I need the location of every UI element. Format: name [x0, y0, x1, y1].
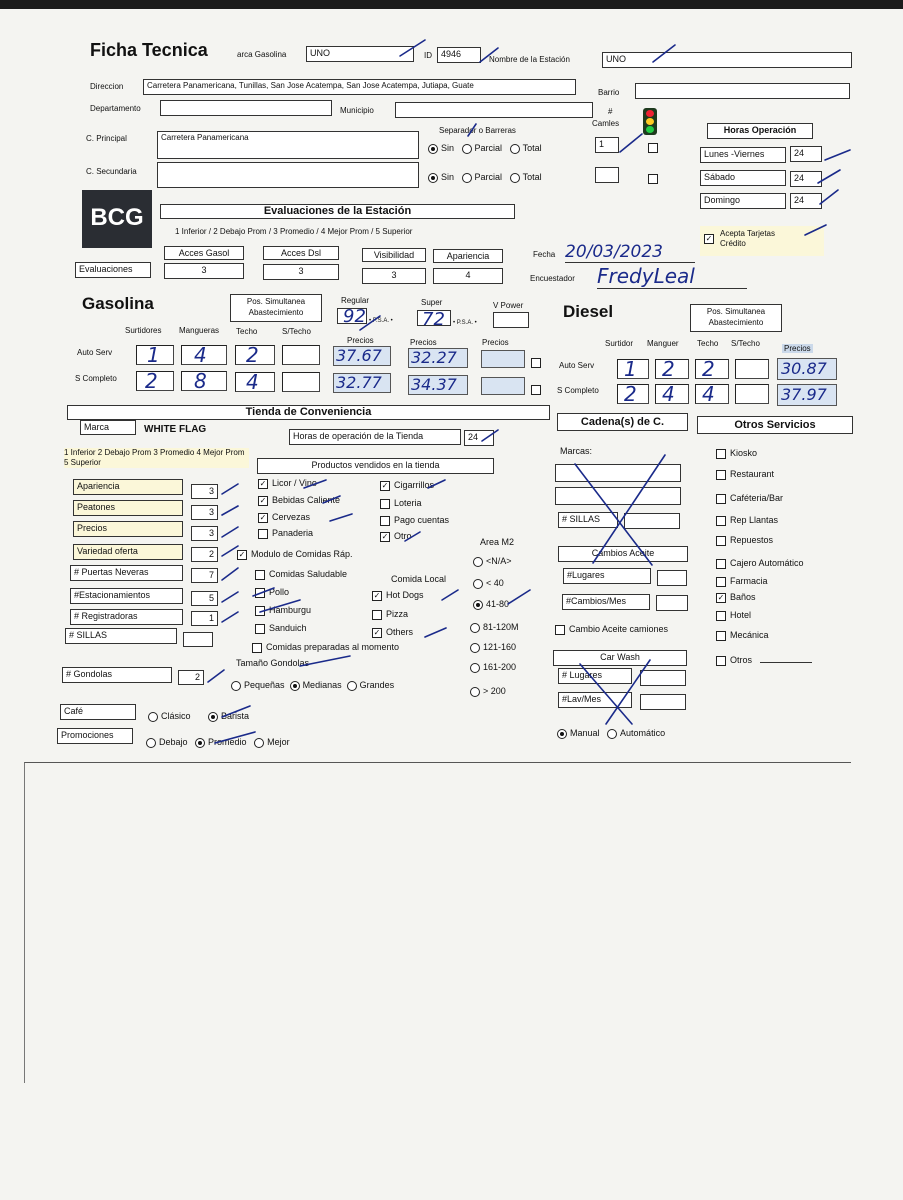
opt-sin-2: Sin	[441, 172, 455, 182]
super-psa: • P.S.A. •	[453, 320, 477, 326]
eval-acces-gasol-value[interactable]: 3	[164, 263, 244, 279]
opt-medianas: Medianas	[302, 680, 342, 690]
mark-cross1	[575, 464, 652, 565]
tarjetas-label: Acepta Tarjetas Crédito	[720, 229, 775, 248]
tienda-marca-label: Marca	[80, 420, 136, 435]
bcg-logo: BCG	[82, 190, 152, 248]
mark-separador	[468, 124, 476, 136]
mark-cigarros	[428, 480, 445, 488]
comidas-preparadas[interactable]: Comidas preparadas al momento	[252, 642, 399, 653]
otros-otros[interactable]: Otros	[716, 655, 812, 666]
otros-kiosko[interactable]: Kiosko	[716, 448, 757, 459]
producto-loteria[interactable]: Loteria	[380, 498, 422, 509]
horas-sabado-label: Sábado	[700, 170, 786, 186]
producto-otro[interactable]: ✓ Otro	[381, 531, 412, 541]
gas-scompleto-techo[interactable]: 4	[235, 372, 275, 392]
separador-label: Separador o Barreras	[439, 126, 516, 135]
comida-pizza[interactable]: Pizza	[372, 609, 408, 620]
fecha-label: Fecha	[533, 250, 556, 259]
area-41-80[interactable]: 41-80	[473, 599, 509, 610]
mark-r2	[222, 506, 238, 515]
gas-row-autoserv-label: Auto Serv	[77, 348, 113, 357]
mark-hamburgu	[260, 600, 300, 612]
eval-apariencia-value[interactable]: 4	[433, 268, 503, 284]
otros-cafeteria[interactable]: Caféteria/Bar	[716, 493, 783, 504]
super-hand: 72	[422, 309, 445, 330]
rating-apariencia-value[interactable]: 3	[191, 484, 218, 499]
producto-bebidas[interactable]: ✓ Bebidas Caliente	[259, 495, 341, 505]
rating-estacionamientos-value[interactable]: 5	[191, 591, 218, 606]
gasolina-pos-label: Pos. Simultanea Abastecimiento	[230, 294, 322, 322]
diesel-col-techo: Techo	[697, 339, 719, 348]
cadena-sillas-label: # SILLAS	[558, 512, 618, 528]
horas-domingo-value[interactable]: 24	[790, 193, 822, 209]
diesel-autoserv-techo[interactable]: 2	[695, 359, 729, 379]
diesel-col-surtidor: Surtidor	[605, 339, 634, 348]
rating-peatones-value[interactable]: 3	[191, 505, 218, 520]
cprincipal-label: C. Principal	[86, 134, 127, 143]
area-121-160[interactable]: 121-160	[470, 642, 516, 653]
horas-sabado-value[interactable]: 24	[790, 171, 822, 187]
super-label: Super	[421, 298, 443, 307]
gas-col-techo: Techo	[236, 327, 258, 336]
producto-pago-cuentas[interactable]: Pago cuentas	[380, 515, 449, 526]
mark-promedio	[215, 732, 255, 743]
opt-grandes: Grandes	[359, 680, 395, 690]
gas-autoserv-precio-regular[interactable]: 37.67	[333, 346, 391, 366]
mark-id	[400, 40, 425, 56]
mark-r6	[222, 592, 238, 602]
lav-mes-label: #Lav/Mes	[558, 692, 632, 708]
comida-pollo[interactable]: Pollo	[255, 587, 289, 598]
regular-hand: 92	[343, 306, 366, 327]
gasolina-title: Gasolina	[82, 294, 154, 313]
opt-barista: Barista	[221, 711, 250, 721]
mark-camiones	[620, 134, 642, 152]
diesel-precios: Precios	[784, 344, 811, 353]
gas-autoserv-techo[interactable]: 2	[235, 345, 275, 365]
mark-otro	[405, 532, 420, 541]
rating-sillas-label: # SILLAS	[65, 628, 177, 644]
tamano-label: Tamaño Gondolas	[236, 658, 310, 668]
rating-registradoras-value[interactable]: 1	[191, 611, 218, 626]
gas-scompleto-precio-super[interactable]: 34.37	[408, 375, 468, 395]
marcas-label: Marcas:	[560, 446, 593, 456]
mark-r7	[222, 612, 238, 622]
otros-rep-llantas[interactable]: Rep Llantas	[716, 515, 778, 526]
camiones-label: Camles	[592, 119, 620, 128]
mark-nombre2	[653, 45, 675, 62]
mark-licor	[304, 480, 326, 488]
gas-scompleto-mangueras[interactable]: 8	[181, 371, 227, 391]
comida-local-label: Comida Local	[391, 574, 447, 584]
mark-others	[425, 628, 446, 637]
mark-cross4	[606, 660, 650, 724]
area-label: Area M2	[480, 537, 515, 547]
mark-barista	[222, 706, 250, 717]
productos-title: Productos vendidos en la tienda	[257, 458, 494, 474]
diesel-autoserv-precio[interactable]: 30.87	[777, 358, 837, 380]
opt-parcial-1: Parcial	[474, 143, 503, 153]
opt-sin-1: Sin	[441, 143, 455, 153]
mark-gondolas	[208, 670, 224, 682]
horas-operacion-title: Horas Operación	[707, 123, 813, 139]
comida-hamburgu[interactable]: Hamburgu	[255, 605, 311, 616]
mark-sabado	[818, 170, 840, 183]
rating-apariencia-label: Apariencia	[73, 479, 183, 495]
opt-total-1: Total	[522, 143, 542, 153]
rating-variedad-label: Variedad oferta	[73, 544, 183, 560]
tienda-scale: 1 Inferior 2 Debajo Prom 3 Promedio 4 Mejor Prom 5 Superior	[64, 448, 249, 468]
diesel-scompleto-manguer[interactable]: 4	[655, 384, 689, 404]
cw-lugares-label: # Lugares	[558, 668, 632, 684]
diesel-scompleto-precio[interactable]: 37.97	[777, 384, 837, 406]
producto-licor[interactable]: ✓ Licor / Vino	[259, 478, 317, 488]
mark-hotdogs	[442, 590, 458, 600]
mark-pollo	[253, 588, 274, 596]
promociones-label: Promociones	[57, 728, 133, 744]
otros-repuestos[interactable]: Repuestos	[716, 535, 773, 546]
otros-restaurant[interactable]: Restaurant	[716, 469, 774, 480]
gas-precios-1: Precios	[347, 336, 374, 345]
opt-mejor: Mejor	[267, 737, 290, 747]
id-label: ID	[424, 51, 432, 60]
opt-promedio: Promedio	[208, 737, 247, 747]
rating-estacionamientos-label: #Estacionamientos	[70, 588, 183, 604]
gas-autoserv-surtidores[interactable]: 1	[136, 345, 174, 365]
mark-cervezas	[330, 514, 352, 521]
mark-domingo	[820, 190, 838, 204]
rating-peatones-label: Peatones	[73, 500, 183, 516]
mark-r1	[222, 484, 238, 494]
opt-pequenas: Pequeñas	[244, 680, 285, 690]
area-161-200[interactable]: 161-200	[470, 662, 516, 673]
diesel-col-manguer: Manguer	[647, 339, 679, 348]
cambios-aceite-title: Cambios Aceite	[558, 546, 688, 562]
horas-lunes-label: Lunes -Viernes	[700, 147, 786, 163]
vpower-label: V Power	[493, 301, 524, 310]
diesel-row-autoserv-label: Auto Serv	[559, 361, 595, 370]
otros-cajero[interactable]: Cajero Automático	[716, 558, 804, 569]
evaluaciones-title: Evaluaciones de la Estación	[160, 204, 515, 219]
area-81-120[interactable]: 81-120M	[470, 622, 519, 633]
cambios-mes-label: #Cambios/Mes	[562, 594, 650, 610]
evaluaciones-side-label: Evaluaciones	[75, 262, 151, 278]
area-na[interactable]: <N/A>	[473, 556, 512, 567]
nombre-label: Nombre de la Estación	[489, 55, 570, 64]
diesel-row-scompleto-label: S Completo	[557, 386, 599, 395]
eval-visibilidad-label: Visibilidad	[362, 248, 426, 262]
gas-col-mangueras: Mangueras	[179, 326, 220, 335]
mark-r5	[222, 568, 238, 580]
page-title: Ficha Tecnica	[90, 40, 208, 60]
tienda-title: Tienda de Conveniencia	[67, 405, 550, 420]
gondolas-value[interactable]: 2	[178, 670, 204, 685]
rating-precios-value[interactable]: 3	[191, 526, 218, 541]
cambio-aceite-camiones[interactable]: Cambio Aceite camiones	[555, 624, 668, 635]
rating-puertas-value[interactable]: 7	[191, 568, 218, 583]
cprincipal-field[interactable]: Carretera Panamericana	[157, 131, 419, 159]
eval-acces-dsl-label: Acces Dsl	[263, 246, 339, 260]
mark-lunes	[825, 150, 850, 160]
mark-bebidas	[323, 496, 340, 503]
opt-parcial-2: Parcial	[474, 172, 503, 182]
regular-label: Regular	[341, 296, 370, 305]
mark-nombre	[480, 48, 498, 62]
encuestador-value[interactable]: FredyLeal	[597, 264, 747, 289]
mark-r4	[222, 546, 238, 556]
modulo-comidas[interactable]: ✓ Modulo de Comidas Ráp.	[238, 549, 353, 559]
evaluaciones-scale: 1 Inferior / 2 Debajo Prom / 3 Promedio / 4 Mejor Prom / 5 Superior	[175, 227, 413, 236]
eval-acces-dsl-value[interactable]: 3	[263, 264, 339, 280]
id-field[interactable]: 4946	[437, 47, 481, 63]
eval-acces-gasol-label: Acces Gasol	[164, 246, 244, 260]
producto-cigarrillos[interactable]: ✓ Cigarrillos	[381, 480, 435, 490]
gas-scompleto-surtidores[interactable]: 2	[136, 371, 174, 391]
diesel-pos-label: Pos. Simultanea Abastecimiento	[690, 304, 782, 332]
mark-tamano	[300, 656, 350, 666]
fecha-value[interactable]: 20/03/2023	[565, 242, 695, 263]
diesel-title: Diesel	[563, 302, 614, 321]
otros-mecanica[interactable]: Mecánica	[716, 630, 769, 641]
horas-domingo-label: Domingo	[700, 193, 786, 209]
diesel-scompleto-surtidor[interactable]: 2	[617, 384, 649, 404]
marca-field[interactable]: UNO	[306, 46, 414, 62]
tienda-horas-label: Horas de operación de la Tienda	[289, 429, 461, 445]
gas-row-scompleto-label: S Completo	[75, 374, 117, 383]
mark-regular	[360, 316, 380, 330]
gas-precios-3: Precios	[482, 338, 509, 347]
comida-others[interactable]: ✓ Others	[373, 627, 414, 637]
horas-lunes-value[interactable]: 24	[790, 146, 822, 162]
mark-tarjetas	[805, 225, 826, 235]
gas-autoserv-precio-super[interactable]: 32.27	[408, 348, 468, 368]
cafe-label: Café	[60, 704, 136, 720]
diesel-autoserv-manguer[interactable]: 2	[655, 359, 689, 379]
producto-panaderia[interactable]: Panaderia	[258, 528, 313, 539]
rating-puertas-label: # Puertas Neveras	[70, 565, 183, 581]
eval-visibilidad-value[interactable]: 3	[362, 268, 426, 284]
otros-hotel[interactable]: Hotel	[716, 610, 751, 621]
gas-precios-2: Precios	[410, 338, 437, 347]
cadena-title: Cadena(s) de C.	[557, 413, 688, 431]
otros-farmacia[interactable]: Farmacia	[716, 576, 768, 587]
gas-col-surtidores: Surtidores	[125, 326, 162, 335]
eval-apariencia-label: Apariencia	[433, 249, 503, 263]
opt-manual: Manual	[570, 728, 600, 738]
opt-total-2: Total	[522, 172, 542, 182]
gas-col-stecho: S/Techo	[282, 327, 311, 336]
opt-debajo: Debajo	[159, 737, 188, 747]
carwash-title: Car Wash	[553, 650, 687, 666]
opt-automatico: Automático	[620, 728, 666, 738]
otros-title: Otros Servicios	[697, 416, 853, 434]
area-40[interactable]: < 40	[473, 578, 504, 589]
departamento-label: Departamento	[90, 104, 141, 113]
barrio-label: Barrio	[598, 88, 620, 97]
diesel-autoserv-surtidor[interactable]: 1	[617, 359, 649, 379]
comida-hotdogs[interactable]: ✓ Hot Dogs	[373, 590, 424, 600]
gas-scompleto-precio-regular[interactable]: 32.77	[333, 373, 391, 393]
rating-precios-label: Precios	[73, 521, 183, 537]
gondolas-label: # Gondolas	[62, 667, 172, 683]
diesel-col-stecho: S/Techo	[731, 339, 760, 348]
marca-label: arca Gasolina	[237, 50, 287, 59]
tienda-marca-value[interactable]: WHITE FLAG	[144, 424, 207, 435]
area-200[interactable]: > 200	[470, 686, 506, 697]
direccion-field[interactable]: Carretera Panamericana, Tunillas, San Jose Acatempa, San Jose Acatempa, Jutiapa, Guate	[143, 79, 576, 95]
mark-horas-tienda	[482, 430, 498, 441]
nombre-field[interactable]: UNO	[602, 52, 852, 68]
mark-r3	[222, 527, 238, 537]
opt-clasico: Clásico	[161, 711, 191, 721]
gas-autoserv-mangueras[interactable]: 4	[181, 345, 227, 365]
tarjetas-checkbox[interactable]: ✓	[705, 234, 713, 243]
mark-cross2	[593, 455, 665, 563]
diesel-scompleto-techo[interactable]: 4	[695, 384, 729, 404]
mark-area	[508, 590, 530, 604]
camiones-hash: #	[608, 107, 613, 116]
comida-sanduich[interactable]: Sanduich	[255, 623, 307, 634]
tienda-horas-value[interactable]: 24	[464, 430, 494, 446]
encuestador-label: Encuestador	[530, 274, 575, 283]
municipio-label: Municipio	[340, 106, 374, 115]
rating-variedad-value[interactable]: 2	[191, 547, 218, 562]
csecundaria-label: C. Secundaria	[86, 167, 137, 176]
regular-psa: • P.S.A. •	[369, 318, 393, 324]
otros-banos[interactable]: ✓ Baños	[717, 592, 756, 602]
comidas-saludable[interactable]: Comidas Saludable	[255, 569, 347, 580]
rating-registradoras-label: # Registradoras	[70, 609, 183, 625]
camiones-field-1[interactable]: 1	[595, 137, 619, 153]
lugares-label: #Lugares	[563, 568, 651, 584]
direccion-label: Direccion	[90, 82, 124, 91]
producto-cervezas[interactable]: ✓ Cervezas	[259, 512, 311, 522]
mark-cross3	[580, 664, 632, 724]
